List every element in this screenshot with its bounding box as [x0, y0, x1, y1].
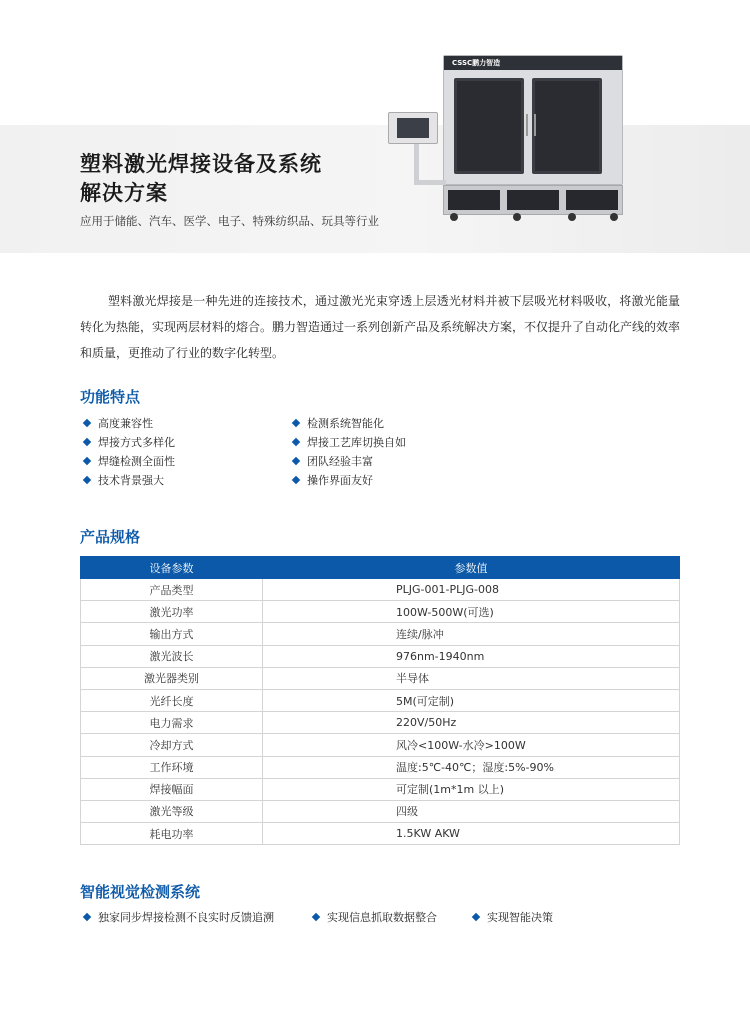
- table-row: 工作环境 温度:5℃-40℃；湿度:5%-90%: [81, 756, 680, 778]
- vision-item: 实现智能决策: [473, 909, 553, 925]
- feature-item: 团队经验丰富: [293, 452, 406, 471]
- vision-title: 智能视觉检测系统: [80, 883, 201, 901]
- diamond-bullet-icon: [83, 913, 91, 921]
- machine-base: [443, 185, 623, 215]
- spec-table: [80, 556, 680, 845]
- diamond-bullet-icon: [292, 419, 300, 427]
- specs-title: 产品规格: [80, 528, 141, 546]
- feature-item: 技术背景强大: [84, 471, 175, 490]
- feature-item: 高度兼容性: [84, 414, 175, 433]
- header-param: 设备参数: [81, 557, 263, 579]
- table-row: 电力需求 220V/50Hz: [81, 712, 680, 734]
- table-row: 焊接幅面 可定制(1m*1m 以上): [81, 778, 680, 800]
- diamond-bullet-icon: [83, 438, 91, 446]
- feature-list-left: [84, 414, 175, 490]
- diamond-bullet-icon: [292, 438, 300, 446]
- table-row: 冷却方式 风冷<100W-水冷>100W: [81, 734, 680, 756]
- feature-item: 焊接方式多样化: [84, 433, 175, 452]
- machine-cabinet: [443, 55, 623, 185]
- diamond-bullet-icon: [312, 913, 320, 921]
- vision-item: 实现信息抓取数据整合: [313, 909, 437, 925]
- page-subtitle: 应用于储能、汽车、医学、电子、特殊纺织品、玩具等行业: [80, 214, 379, 228]
- table-header-row: [81, 557, 680, 579]
- diamond-bullet-icon: [83, 476, 91, 484]
- feature-item: 检测系统智能化: [293, 414, 406, 433]
- control-monitor: [388, 112, 438, 144]
- table-row: 光纤长度 5M(可定制): [81, 689, 680, 711]
- diamond-bullet-icon: [292, 476, 300, 484]
- vision-item: 独家同步焊接检测不良实时反馈追溯: [84, 909, 274, 925]
- diamond-bullet-icon: [292, 457, 300, 465]
- table-row: 激光器类别 半导体: [81, 667, 680, 689]
- table-row: 激光等级 四级: [81, 800, 680, 822]
- feature-item: 焊接工艺库切换自如: [293, 433, 406, 452]
- cabinet-window-left: [454, 78, 524, 174]
- features-title: 功能特点: [80, 388, 141, 406]
- feature-list-right: [293, 414, 406, 490]
- machine-brand: CSSC鹏力智造: [452, 59, 501, 67]
- table-row: 耗电功率 1.5KW AKW: [81, 823, 680, 845]
- feature-item: 操作界面友好: [293, 471, 406, 490]
- header-value: 参数值: [263, 557, 680, 579]
- diamond-bullet-icon: [83, 419, 91, 427]
- diamond-bullet-icon: [472, 913, 480, 921]
- feature-item: 焊缝检测全面性: [84, 452, 175, 471]
- laser-welding-machine-image: [388, 50, 628, 225]
- diamond-bullet-icon: [83, 457, 91, 465]
- cabinet-window-right: [532, 78, 602, 174]
- page-title: 塑料激光焊接设备及系统 解决方案: [80, 152, 322, 205]
- table-row: 产品类型 PLJG-001-PLJG-008: [81, 579, 680, 601]
- table-row: 激光波长 976nm-1940nm: [81, 645, 680, 667]
- table-row: 输出方式 连续/脉冲: [81, 623, 680, 645]
- intro-paragraph: 塑料激光焊接是一种先进的连接技术，通过激光光束穿透上层透光材料并被下层吸光材料吸收，将激光能量转化为热能，实现两层材料的熔合。鹏力智造通过一系列创新产品及系统解决方案，不仅提升了自动化产线的效率和质量，更推动了行业的数字化转型。: [80, 294, 681, 360]
- table-row: 激光功率 100W-500W(可选): [81, 601, 680, 623]
